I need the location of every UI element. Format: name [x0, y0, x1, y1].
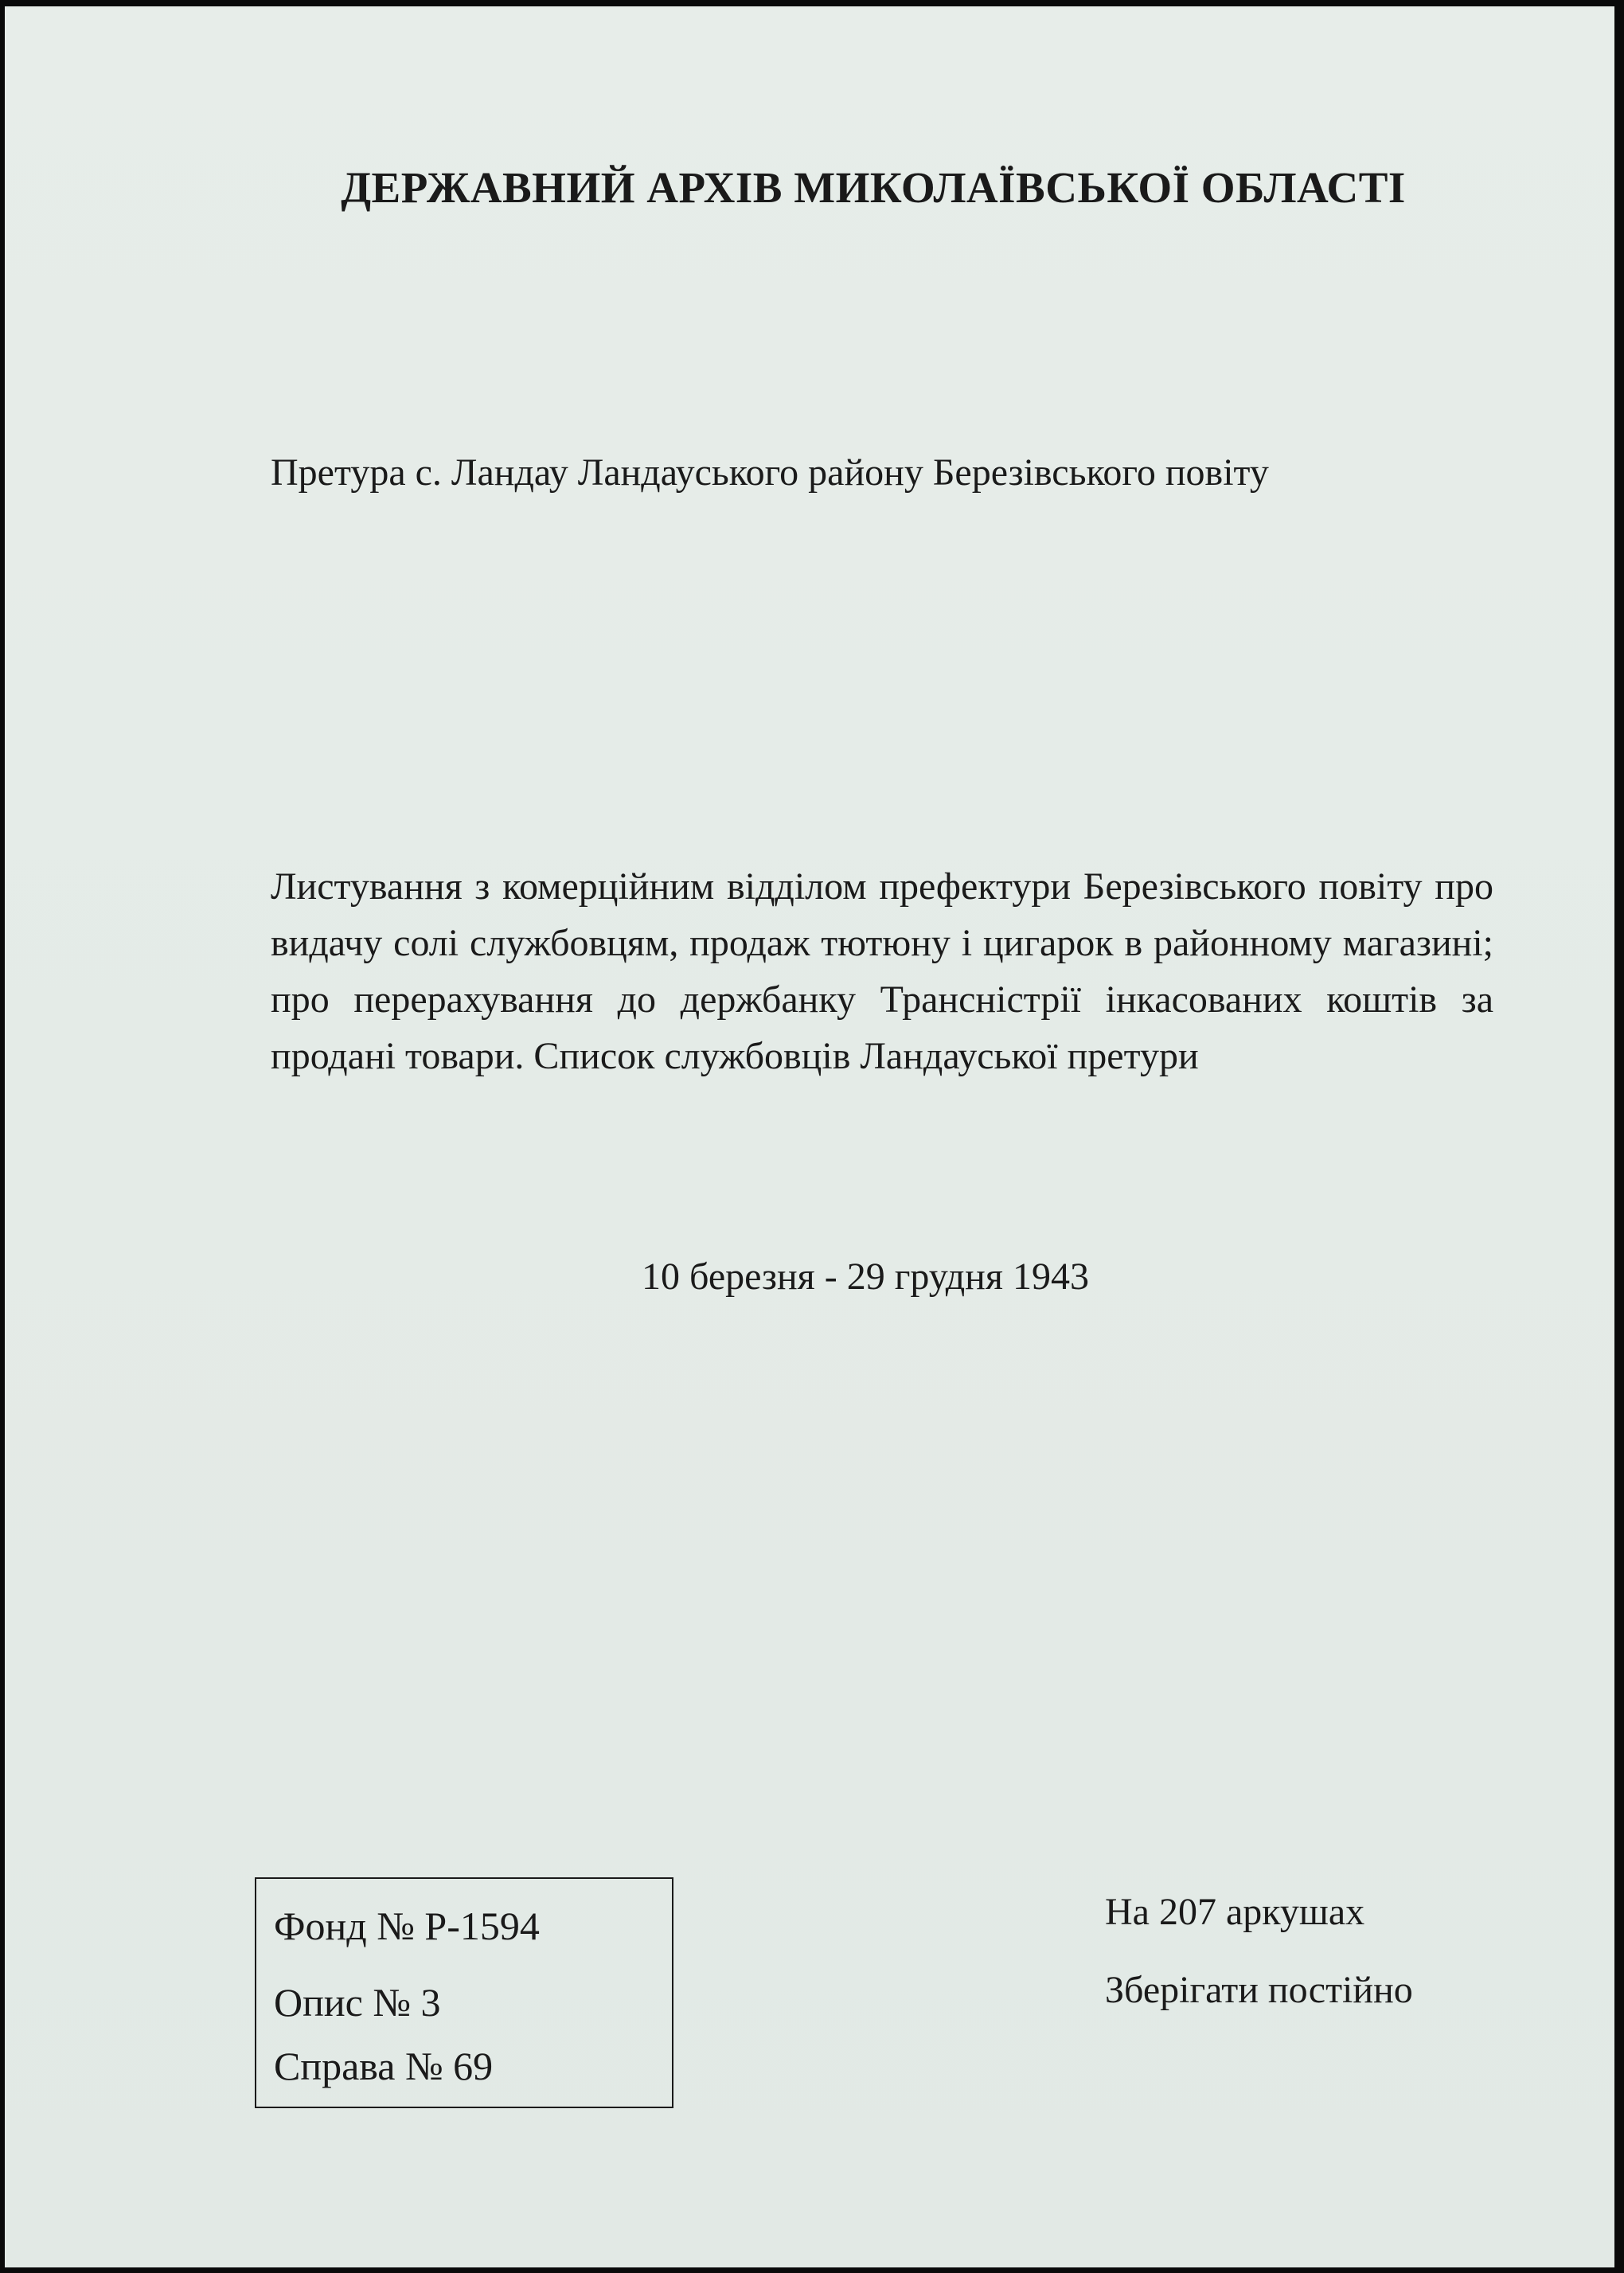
sprava-number: Справа № 69 [274, 2044, 494, 2088]
sheet-count: На 207 аркушах [1105, 1891, 1365, 1933]
fond-number: Фонд № Р-1594 [274, 1904, 540, 1948]
archive-title: ДЕРЖАВНИЙ АРХІВ МИКОЛАЇВСЬКОЇ ОБЛАСТІ [341, 163, 1406, 212]
institution-name: Претура с. Ландау Ландауського району Березівського повіту [271, 451, 1269, 494]
date-range: 10 березня - 29 грудня 1943 [642, 1256, 1089, 1298]
opys-number: Опис № 3 [274, 1980, 441, 2025]
reference-box [255, 1877, 673, 2108]
file-description: Листування з комерційним відділом префектури Березівського повіту про видачу солі службовцям, продаж тютюну і цигарок в районному магазині; про перерахування до держбанку Трансністрії інкасованих коштів за продані товари. Список службовців Ландауської претури [271, 865, 1493, 1077]
storage-term: Зберігати постійно [1105, 1969, 1413, 2011]
archive-cover-page [5, 6, 1614, 2267]
